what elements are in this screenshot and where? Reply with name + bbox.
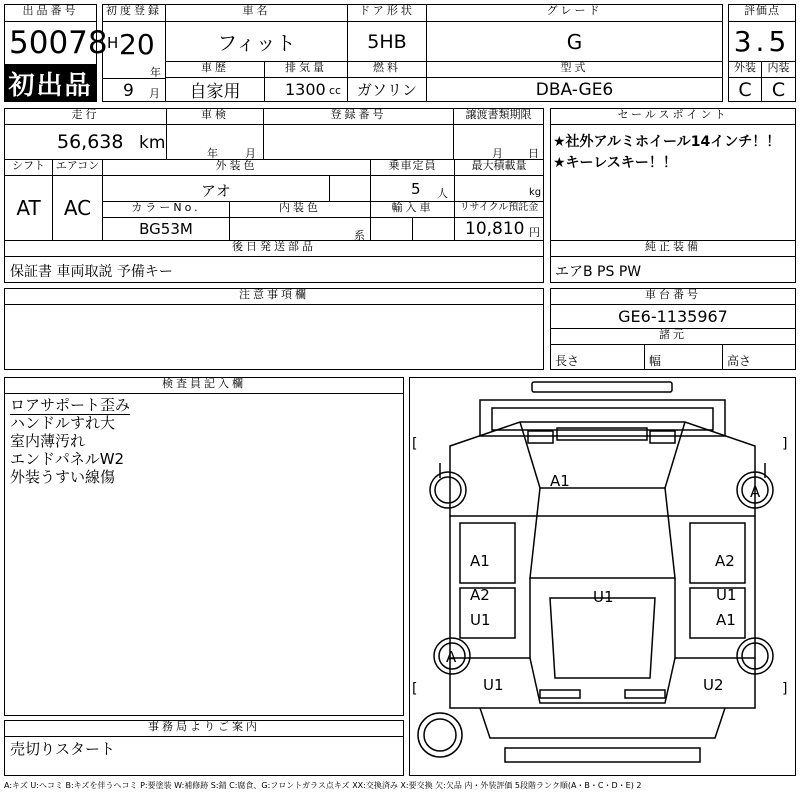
mark-left-rear-door-a2: A2 [470, 586, 490, 604]
bracket-1: [ [412, 436, 418, 452]
max-load-cell [454, 175, 544, 202]
spec-width-cell [644, 344, 723, 370]
mark-front-right-wheel: A [750, 483, 761, 501]
car-diagram [410, 378, 795, 775]
fuel-label: 燃料 [347, 61, 427, 78]
mark-right-front-door: A2 [715, 552, 735, 570]
exterior-label: 外装 [728, 61, 762, 78]
bracket-4: ] [782, 681, 788, 697]
history-label: 車歴 [165, 61, 265, 78]
interior-color-cell [229, 217, 371, 241]
recycle-fee-label: リサイクル預託金 [454, 201, 544, 218]
reg-era: H [107, 34, 119, 52]
spec-width-label: 幅 [649, 354, 662, 368]
mark-left-rear-quarter: U1 [483, 676, 504, 694]
sales-point-2: ★キーレスキー！！ [553, 155, 677, 171]
mark-hood: A1 [550, 472, 570, 490]
door-type-label: ドア形状 [347, 4, 427, 22]
inspector-note-3: 室内薄汚れ [10, 432, 86, 450]
inspection-cell [166, 124, 264, 160]
inspector-note-2: ハンドルすれ大 [10, 414, 116, 432]
displacement-unit: cc [329, 84, 342, 97]
import-cell-1 [370, 217, 413, 241]
interior-color-label: 内装色 [229, 201, 371, 218]
mark-right-rear-door-a1: A1 [716, 611, 736, 629]
spec-length-label: 長さ [555, 354, 580, 368]
mileage: 56,638 [57, 131, 124, 153]
inspection-month-unit: 月 [245, 147, 256, 160]
spec-height-label: 高さ [727, 354, 752, 368]
later-items: 保証書 車両取説 予備キー [10, 264, 173, 280]
score: 3.5 [728, 21, 796, 62]
seats-cell [370, 175, 455, 202]
first-listing-badge: 初出品 [4, 64, 97, 102]
spec-height-cell [722, 344, 796, 370]
exterior-color: アオ [201, 182, 231, 200]
inspector-note-1: ロアサポート歪み [10, 396, 131, 414]
recycle-fee: 10,810 [465, 219, 525, 239]
model-code: DBA-GE6 [426, 77, 723, 102]
mileage-unit: km [139, 133, 166, 153]
door-type: 5HB [347, 21, 427, 62]
displacement: 1300 [285, 80, 326, 99]
aircon: AC [52, 175, 103, 241]
mark-right-rear-door: U1 [716, 586, 737, 604]
inspector-note-5: 外装うすい線傷 [10, 468, 116, 486]
later-items-label: 後日発送部品 [4, 240, 544, 257]
model-code-label: 型式 [426, 61, 723, 78]
plate-number-cell [263, 124, 454, 160]
mileage-label: 走行 [4, 108, 167, 125]
reg-year: 20 [119, 28, 155, 61]
bracket-3: [ [412, 681, 418, 697]
car-name: フィット [165, 21, 348, 62]
notes-label: 注意事項欄 [4, 288, 544, 305]
interior-grade: C [761, 77, 796, 102]
transfer-deadline-cell [453, 124, 544, 160]
lot-number-label: 出品番号 [4, 4, 97, 22]
inspection-year-unit: 年 [207, 147, 218, 160]
plate-number-label: 登録番号 [263, 108, 454, 125]
inspector-notes-label: 検査員記入欄 [4, 377, 404, 394]
office-notice: 売切りスタート [10, 740, 116, 758]
exterior-grade: C [728, 77, 762, 102]
grade: G [426, 21, 723, 62]
exterior-color-cell [102, 175, 371, 202]
equipment-label: 純正装備 [550, 240, 796, 257]
bracket-2: ] [782, 436, 788, 452]
inspector-note-4: エンドパネルW2 [10, 450, 125, 468]
sales-points-label: セールスポイント [550, 108, 796, 125]
transfer-day-unit: 日 [528, 147, 539, 160]
color-no-label: カラーNo. [102, 201, 230, 218]
lot-number-cell [4, 21, 108, 65]
office-notice-label: 事務局よりご案内 [4, 720, 404, 737]
mark-rear-left-wheel: A [446, 648, 457, 666]
lot-number: 50078 [9, 25, 108, 61]
seats-unit: 人 [437, 187, 448, 200]
displacement-label: 排気量 [264, 61, 348, 78]
interior-color-unit: 系 [354, 229, 365, 242]
aircon-label: エアコン [52, 159, 103, 176]
later-items-cell [4, 256, 544, 283]
seats-label: 乗車定員 [370, 159, 455, 176]
mark-left-front-door: A1 [470, 552, 490, 570]
exterior-color-divider [329, 176, 330, 202]
reg-year-unit: 年 [150, 66, 161, 79]
equipment: エアB PS PW [555, 264, 642, 280]
displacement-cell [264, 77, 348, 102]
mark-roof: U1 [593, 588, 614, 606]
first-registration-label: 初度登録 [102, 4, 166, 22]
specs-label: 諸元 [550, 328, 796, 345]
reg-month-cell [102, 78, 166, 102]
history: 自家用 [165, 77, 265, 102]
score-label: 評価点 [728, 4, 796, 22]
equipment-cell [550, 256, 796, 283]
notes-cell [4, 304, 544, 370]
inspector-notes-cell [4, 393, 404, 716]
fuel: ガソリン [347, 77, 427, 102]
transfer-month-unit: 月 [492, 147, 503, 160]
recycle-fee-unit: 円 [529, 226, 540, 239]
damage-legend: A:キズ U:ヘコミ B:キズを伴うヘコミ P:要塗装 W:補修跡 S:錆 C:腐食、G:フロントガラス点キズ XX:交換済み X:要交換 欠:欠品 内・外装評価 5段階ランク順(A・B・C・D・E) 2 [4, 781, 642, 790]
chassis-label: 車台番号 [550, 288, 796, 305]
max-load-unit: kg [529, 187, 542, 198]
car-diagram-frame [409, 377, 796, 776]
spec-length-cell [550, 344, 645, 370]
shift-label: シフト [4, 159, 53, 176]
reg-month: 9 [123, 81, 134, 101]
first-registration-cell [102, 21, 166, 79]
mark-right-rear-quarter: U2 [703, 676, 724, 694]
sales-point-1: ★社外アルミホイール14インチ！！ [553, 134, 781, 150]
inspection-label: 車検 [166, 108, 264, 125]
interior-label: 内装 [761, 61, 796, 78]
shift: AT [4, 175, 53, 241]
recycle-fee-cell [454, 217, 544, 241]
sales-points-cell [550, 124, 796, 241]
mark-left-rear-door-u1: U1 [470, 611, 491, 629]
seats: 5 [411, 180, 421, 198]
import-cell-2 [412, 217, 455, 241]
transfer-deadline-label: 譲渡書類期限 [453, 108, 544, 125]
office-notice-cell [4, 736, 404, 776]
grade-label: グレード [426, 4, 723, 22]
chassis-number: GE6-1135967 [550, 304, 796, 329]
mileage-cell [4, 124, 167, 160]
import-label: 輸入車 [370, 201, 455, 218]
reg-month-unit: 月 [149, 87, 160, 100]
exterior-color-label: 外装色 [102, 159, 371, 176]
car-name-label: 車名 [165, 4, 348, 22]
max-load-label: 最大積載量 [454, 159, 544, 176]
color-no: BG53M [102, 217, 230, 241]
